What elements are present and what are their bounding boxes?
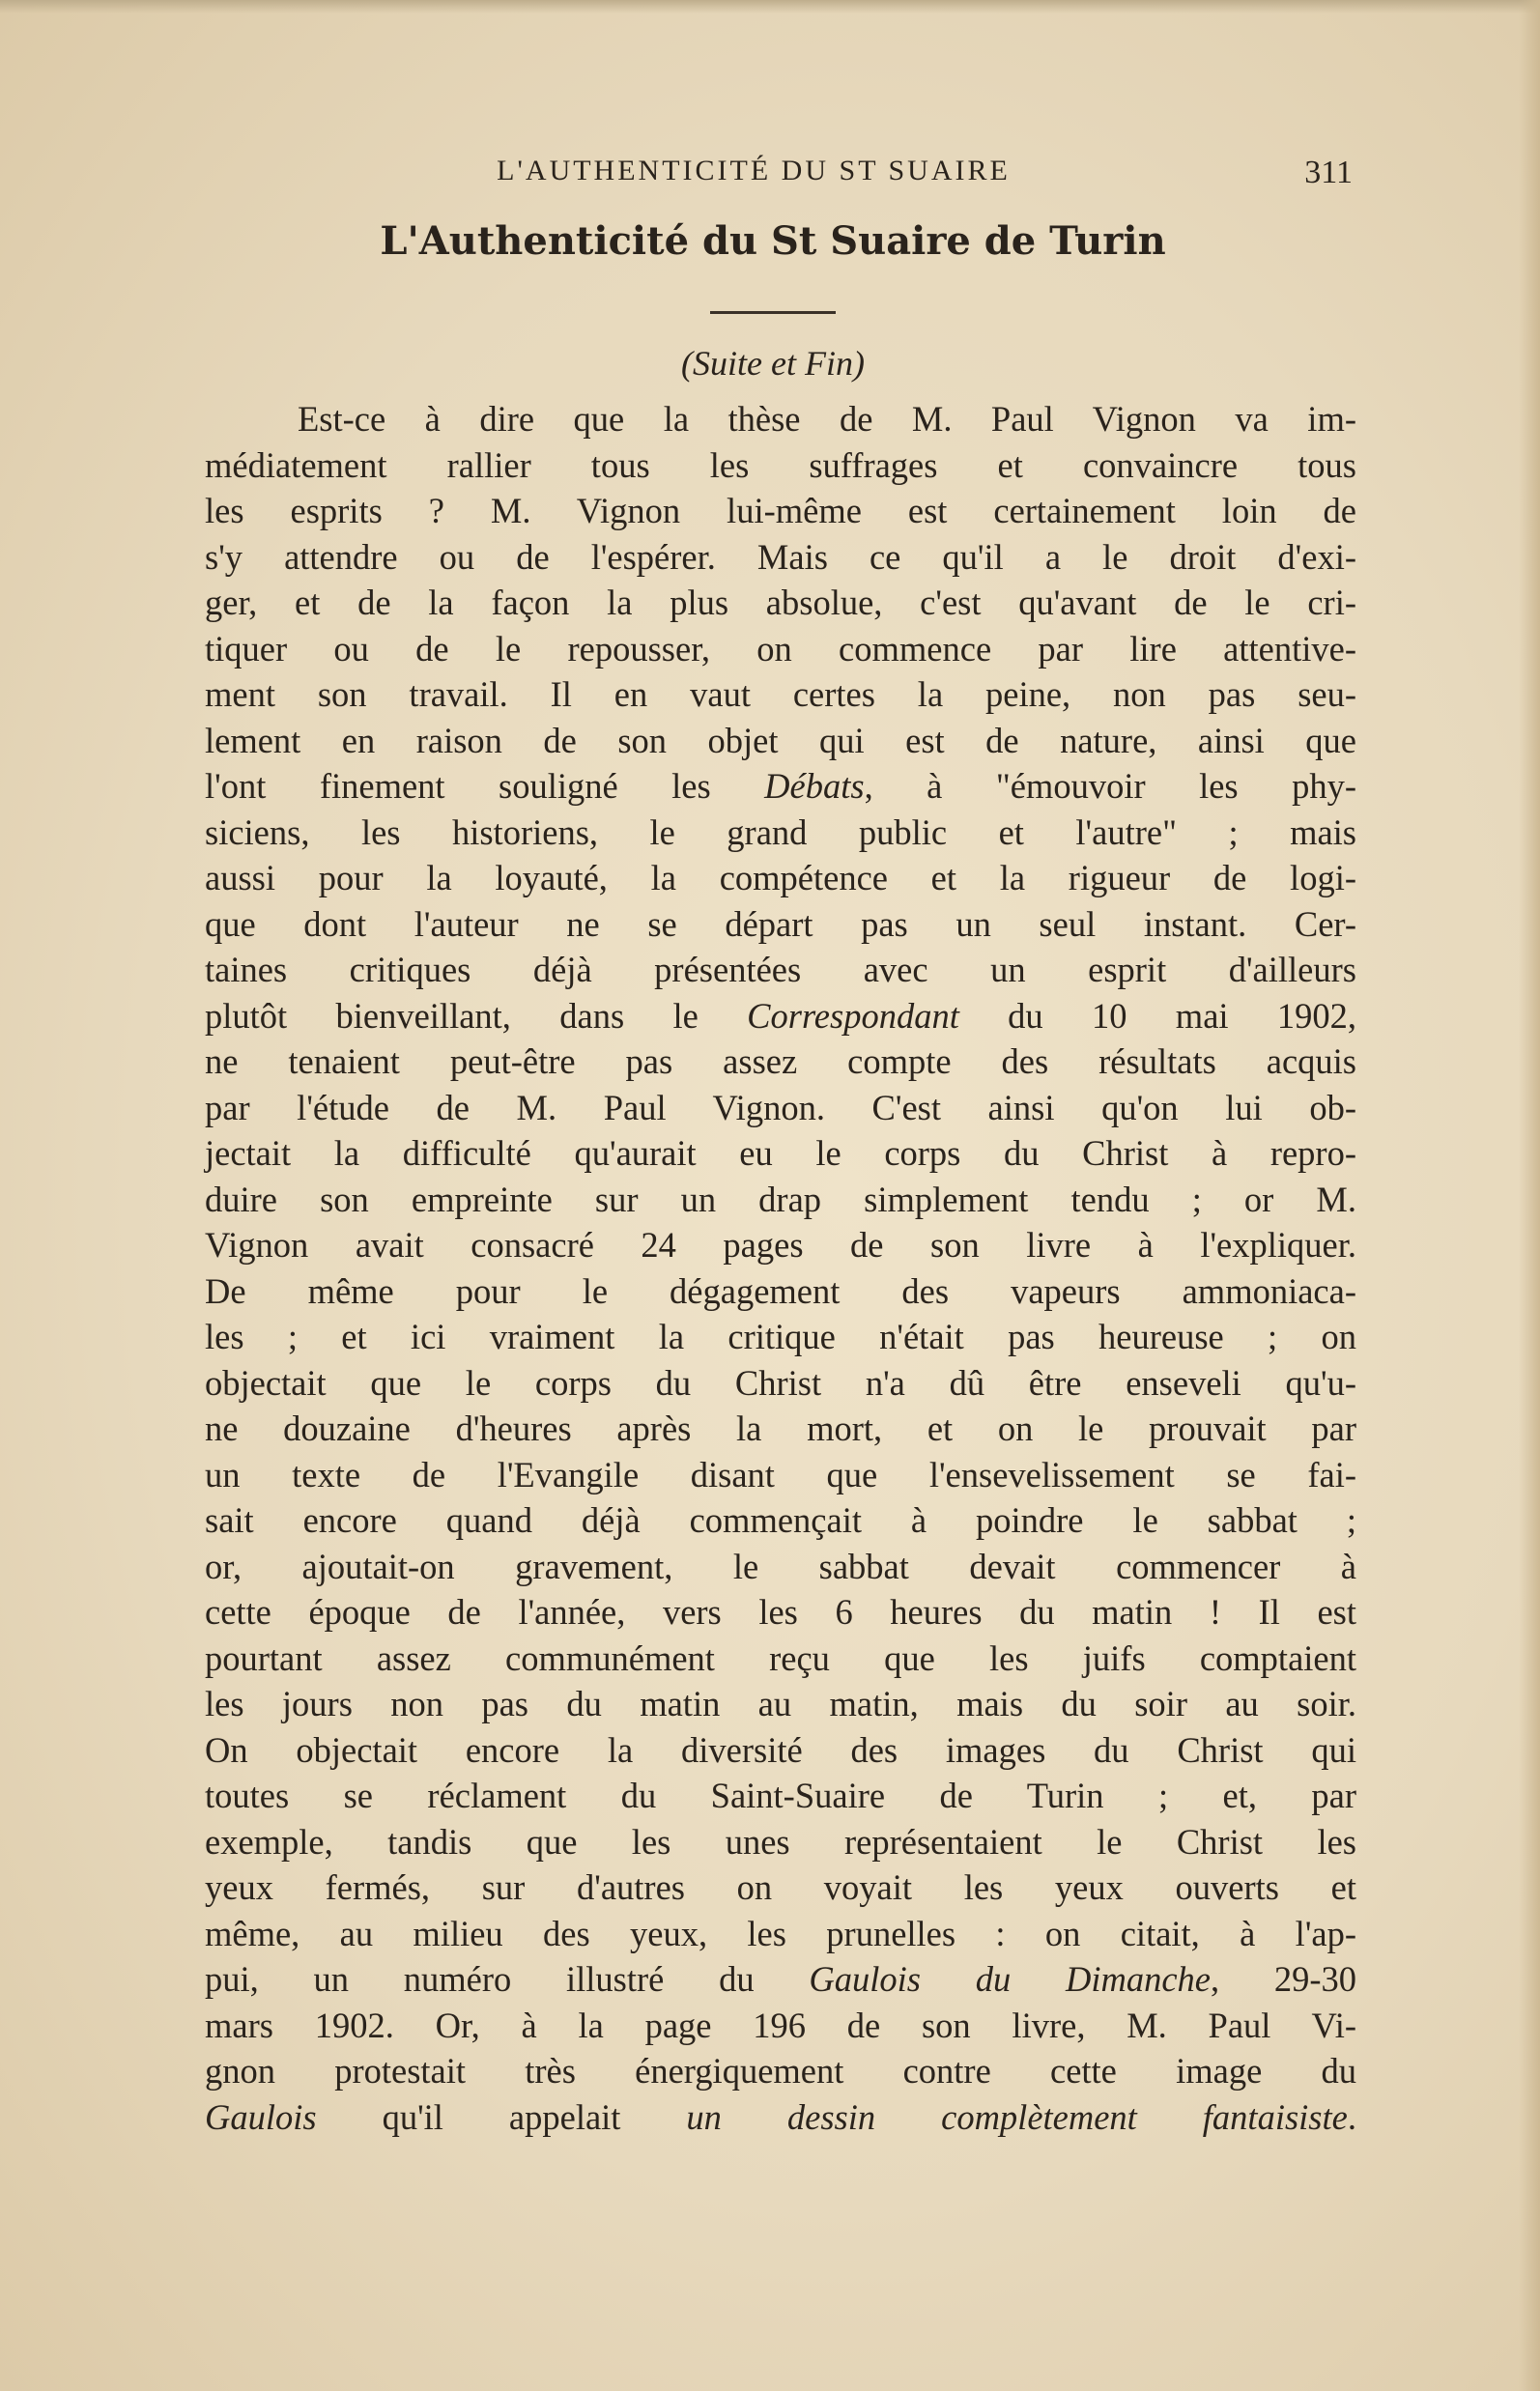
text-fragment: tiquer ou de le repousser, on commence par lire attentive-	[205, 628, 1356, 669]
text-line	[205, 626, 1356, 672]
text-line	[205, 1497, 1356, 1544]
text-line	[205, 671, 1356, 718]
text-fragment: ger, et de la façon la plus absolue, c'est qu'avant de le cri-	[205, 583, 1356, 622]
page-right-edge	[1519, 0, 1540, 2391]
text-line	[205, 810, 1356, 856]
text-fragment: or, ajoutait-on gravement, le sabbat devait commencer à	[205, 1546, 1356, 1586]
text-line	[205, 442, 1356, 489]
text-line	[205, 993, 1356, 1039]
text-line	[205, 1681, 1356, 1727]
text-fragment: Vignon avait consacré 24 pages de son livre à l'expliquer.	[205, 1225, 1356, 1265]
text-fragment: .	[1347, 2096, 1356, 2137]
text-line	[205, 1130, 1356, 1177]
text-line	[205, 1911, 1356, 1957]
text-fragment: cette époque de l'année, vers les 6 heures du matin ! Il est	[205, 1592, 1356, 1632]
text-fragment: siciens, les historiens, le grand public et l'autre" ; mais	[205, 811, 1356, 852]
text-fragment: les jours non pas du matin au matin, mais du soir au soir.	[205, 1684, 1356, 1723]
text-fragment: même, au milieu des yeux, les prunelles : on citait, à l'ap-	[205, 1913, 1356, 1953]
text-line	[205, 1864, 1356, 1911]
text-line	[205, 1819, 1356, 1865]
text-fragment: , 29-30	[1210, 1959, 1357, 1999]
text-line	[205, 1085, 1356, 1131]
text-fragment: l'ont finement souligné les	[205, 766, 765, 806]
text-line	[205, 763, 1356, 810]
text-line	[205, 1360, 1356, 1407]
text-line	[205, 1268, 1356, 1315]
text-fragment: Est-ce à dire que la thèse de M. Paul Vignon va im-	[298, 399, 1356, 439]
italic-text: un dessin complètement fantaisiste	[686, 2096, 1348, 2137]
text-fragment: un texte de l'Evangile disant que l'ensevelissement se fai-	[205, 1454, 1356, 1494]
text-fragment: les esprits ? M. Vignon lui-même est certainement loin de	[205, 491, 1356, 530]
text-line	[205, 901, 1356, 948]
text-line	[205, 396, 1356, 442]
text-fragment: lement en raison de son objet qui est de nature, ainsi que	[205, 720, 1356, 760]
text-line	[205, 947, 1356, 993]
italic-text: Gaulois du Dimanche	[809, 1959, 1211, 1999]
title-divider	[710, 311, 836, 314]
text-line	[205, 1956, 1356, 2003]
text-fragment: sait encore quand déjà commençait à poindre le sabbat ;	[205, 1500, 1356, 1540]
text-fragment: par l'étude de M. Paul Vignon. C'est ainsi qu'on lui ob-	[205, 1087, 1356, 1127]
text-fragment: plutôt bienveillant, dans le	[205, 995, 748, 1036]
text-line	[205, 1727, 1356, 1774]
text-fragment: jectait la difficulté qu'aurait eu le corps du Christ à repro-	[205, 1133, 1356, 1173]
text-line	[205, 2048, 1356, 2094]
italic-text: Débats	[764, 766, 865, 806]
text-fragment: exemple, tandis que les unes représentaient le Christ les	[205, 1821, 1356, 1862]
text-fragment: médiatement rallier tous les suffrages et convaincre tous	[205, 444, 1356, 485]
text-fragment: De même pour le dégagement des vapeurs ammoniaca-	[205, 1270, 1356, 1311]
running-head: L'AUTHENTICITÉ DU ST SUAIRE	[497, 155, 1011, 186]
text-line	[205, 2094, 1356, 2141]
text-line	[205, 1636, 1356, 1682]
text-line	[205, 1589, 1356, 1636]
text-fragment: objectait que le corps du Christ n'a dû être enseveli qu'u-	[205, 1362, 1356, 1403]
text-fragment: taines critiques déjà présentées avec un esprit d'ailleurs	[205, 950, 1356, 989]
text-fragment: yeux fermés, sur d'autres on voyait les yeux ouverts et	[205, 1867, 1356, 1907]
text-line	[205, 1406, 1356, 1452]
text-fragment: pui, un numéro illustré du	[205, 1959, 810, 1999]
article-subtitle: (Suite et Fin)	[681, 344, 865, 383]
text-line	[205, 718, 1356, 764]
text-fragment: qu'il appelait	[316, 2096, 687, 2137]
text-fragment: s'y attendre ou de l'espérer. Mais ce qu'il a le droit d'exi-	[205, 536, 1356, 577]
text-fragment: gnon protestait très énergiquement contre cette image du	[205, 2051, 1356, 2091]
text-fragment: pourtant assez communément reçu que les juifs comptaient	[205, 1637, 1356, 1678]
text-line	[205, 855, 1356, 901]
text-line	[205, 2003, 1356, 2049]
text-line	[205, 1177, 1356, 1223]
text-fragment: ment son travail. Il en vaut certes la peine, non pas seu-	[205, 674, 1356, 714]
text-fragment: mars 1902. Or, à la page 196 de son livre, M. Paul Vi-	[205, 2005, 1356, 2045]
article-title: L'Authenticité du St Suaire de Turin	[380, 218, 1166, 264]
page-number: 311	[1304, 155, 1353, 190]
page-top-edge	[0, 0, 1540, 14]
text-fragment: On objectait encore la diversité des images du Christ qui	[205, 1729, 1356, 1770]
text-line	[205, 1222, 1356, 1268]
italic-text: Correspondant	[747, 995, 959, 1036]
text-fragment: les ; et ici vraiment la critique n'était pas heureuse ; on	[205, 1317, 1356, 1356]
text-line	[205, 1039, 1356, 1085]
text-line	[205, 1773, 1356, 1819]
text-fragment: duire son empreinte sur un drap simplement tendu ; or M.	[205, 1179, 1356, 1219]
text-line	[205, 1452, 1356, 1498]
text-line	[205, 1314, 1356, 1360]
text-line	[205, 580, 1356, 626]
text-fragment: que dont l'auteur ne se départ pas un seul instant. Cer-	[205, 903, 1356, 944]
italic-text: Gaulois	[205, 2096, 317, 2137]
text-fragment: du 10 mai 1902,	[958, 995, 1356, 1036]
text-fragment: ne douzaine d'heures après la mort, et on le prouvait par	[205, 1409, 1356, 1448]
text-line	[205, 534, 1356, 581]
text-fragment: ne tenaient peut-être pas assez compte des résultats acquis	[205, 1041, 1356, 1081]
text-line	[205, 1544, 1356, 1590]
body-text	[205, 396, 1356, 2140]
text-fragment: toutes se réclament du Saint-Suaire de Turin ; et, par	[205, 1776, 1356, 1815]
text-line	[205, 488, 1356, 534]
text-fragment: aussi pour la loyauté, la compétence et la rigueur de logi-	[205, 858, 1356, 897]
text-fragment: , à "émouvoir les phy-	[864, 766, 1356, 806]
